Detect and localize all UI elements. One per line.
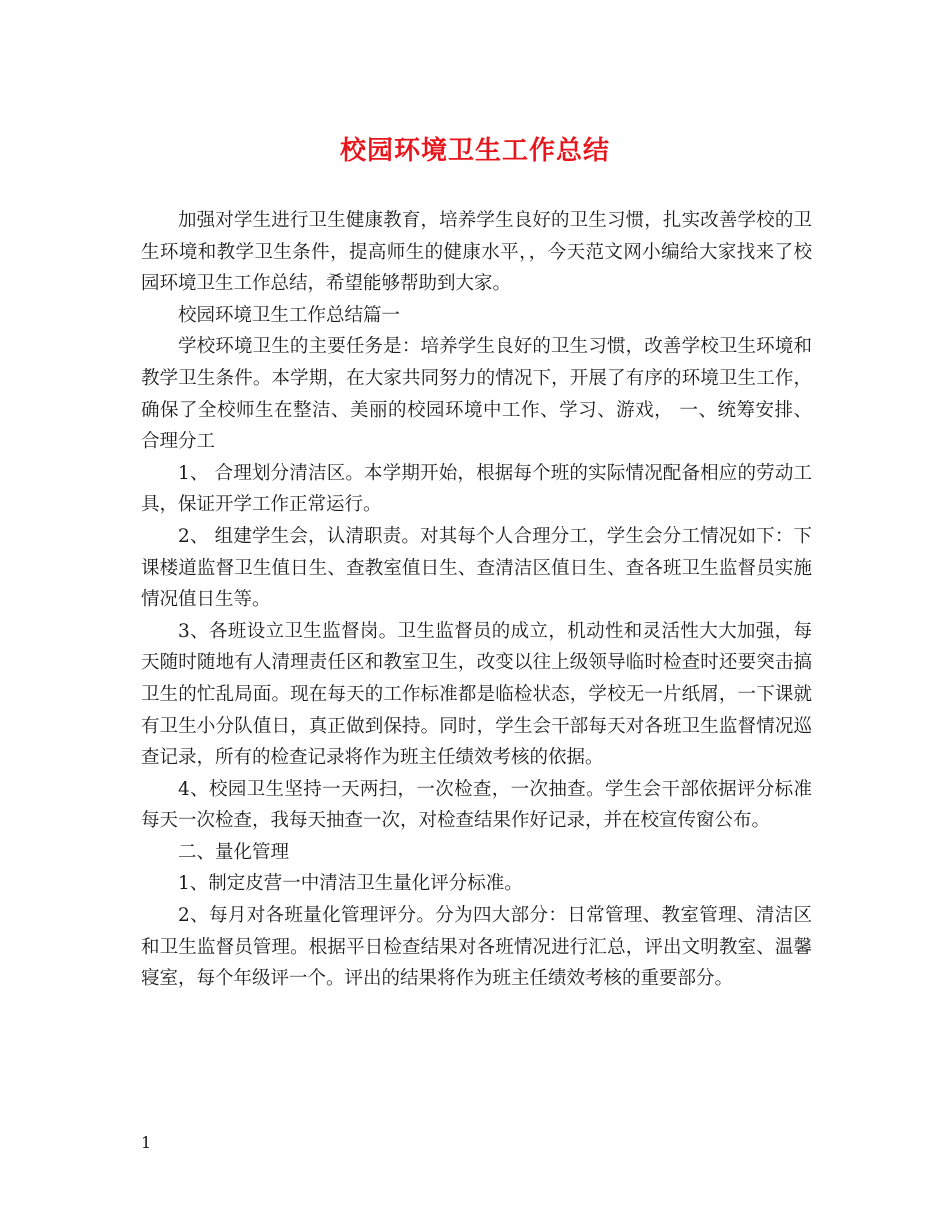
paragraph-item-2: 2、 组建学生会，认清职责。对其每个人合理分工，学生会分工情况如下：下课楼道监督卫生值日生、查教室值日生、查清洁区值日生、查各班卫生监督员实施情况值日生等。 (141, 525, 812, 611)
paragraph-item-4: 4、校园卫生坚持一天两扫，一次检查，一次抽查。学生会干部依据评分标准每天一次检查，我每天抽查一次，对检查结果作好记录，并在校宣传窗公布。 (141, 778, 812, 832)
paragraph-intro: 加强对学生进行卫生健康教育，培养学生良好的卫生习惯，扎实改善学校的卫生环境和教学卫生条件，提高师生的健康水平，，今天范文网小编给大家找来了校园环境卫生工作总结，希望能够帮助到大家。 (141, 210, 812, 295)
document-title: 校园环境卫生工作总结 (339, 136, 610, 166)
paragraph-section-2-item-1: 1、制定皮营一中清洁卫生量化评分标准。 (178, 873, 523, 895)
paragraph-section-2-item-2: 2、每月对各班量化管理评分。分为四大部分：日常管理、教室管理、清洁区和卫生监督员管理。根据平日检查结果对各班情况进行汇总，评出文明教室、温馨寝室，每个年级评一个。评出的结果将作为班主任绩效考核的重要部分。 (141, 905, 812, 990)
paragraph-section-heading: 校园环境卫生工作总结篇一 (178, 304, 401, 326)
paragraph-main-task: 学校环境卫生的主要任务是：培养学生良好的卫生习惯，改善学校卫生环境和教学卫生条件。本学期，在大家共同努力的情况下，开展了有序的环境卫生工作，确保了全校师生在整洁、美丽的校园环境中工作、学习、游戏， 一、统筹安排、合理分工 (141, 336, 812, 453)
paragraph-item-3: 3、各班设立卫生监督岗。卫生监督员的成立，机动性和灵活性大大加强，每天随时随地有人清理责任区和教室卫生，改变以往上级领导临时检查时还要突击搞卫生的忙乱局面。现在每天的工作标准都是临检状态，学校无一片纸屑，一下课就有卫生小分队值日，真正做到保持。同时，学生会干部每天对各班卫生监督情况巡查记录，所有的检查记录将作为班主任绩效考核的依据。 (141, 620, 812, 769)
paragraph-item-1: 1、 合理划分清洁区。本学期开始，根据每个班的实际情况配备相应的劳动工具，保证开学工作正常运行。 (141, 462, 812, 516)
paragraph-section-2-heading: 二、量化管理 (178, 841, 290, 863)
document-body (141, 205, 812, 995)
page-number: 1 (141, 1133, 152, 1152)
